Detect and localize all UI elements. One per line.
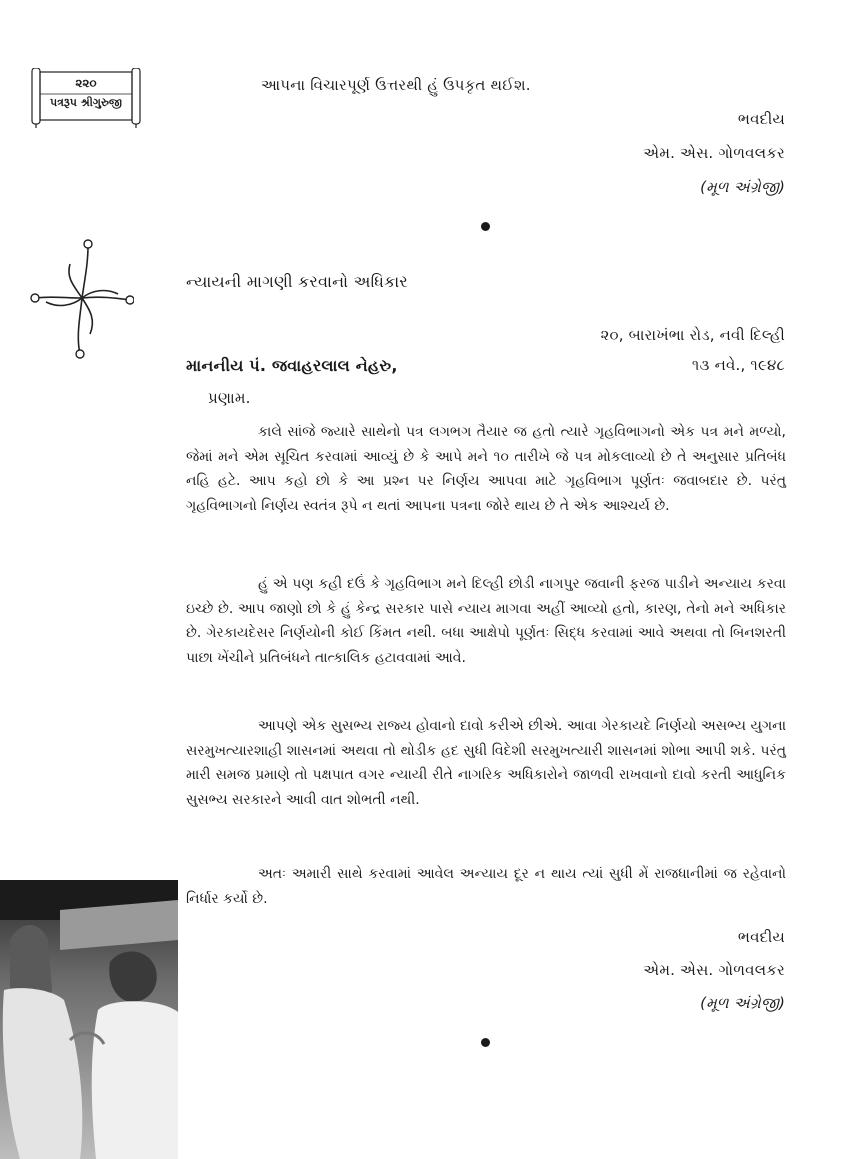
letter-title: ન્યાયની માગણી કરવાનો અધિકાર bbox=[186, 272, 408, 291]
paragraph-2: હું એ પણ કહી દઉં કે ગૃહવિભાગ મને દિલ્હી છોડી નાગપુર જવાની ફરજ પાડીને અન્યાય કરવા ઇચ્છે છે. આપ જાણો છો કે હું કેન્દ્ર સરકાર પાસે ન્યાય માગવા અહીં આવ્યો હતો, કારણ, તેનો મને અધિકાર છે. ગેરકાયદેસર નિર્ણયોની કોઈ કિંમત નથી. બધા આક્ષેપો પૂર્ણતઃ સિદ્ધ કરવામાં આવે અથવા તો બિનશરતી પાછા ખેંચીને પ્રતિબંધને તાત્કાલિક હટાવવામાં આવે. bbox=[186, 576, 786, 666]
separator-bullet-1 bbox=[481, 222, 490, 231]
swastika-ornament-icon bbox=[30, 238, 134, 360]
closing-line: આપના વિચારપૂર્ણ ઉત્તરથી હું ઉપકૃત થઈશ. bbox=[261, 76, 531, 94]
language-note-2: (મૂળ અંગ્રેજી) bbox=[700, 994, 785, 1012]
page-header-scroll bbox=[26, 68, 146, 128]
book-title: પત્રરૂપ શ્રીગુરુજી bbox=[50, 96, 122, 109]
paragraph-4: અતઃ અમારી સાથે કરવામાં આવેલ અન્યાય દૂર ન થાય ત્યાં સુધી મેં રાજધાનીમાં જ રહેવાનો નિર્ધાર કર્યો છે. bbox=[186, 866, 786, 907]
page-number: ૨૨૦ bbox=[75, 76, 97, 90]
paragraph-1: કાલે સાંજે જ્યારે સાથેનો પત્ર લગભગ તૈયાર જ હતો ત્યારે ગૃહવિભાગનો એક પત્ર મને મળ્યો, જેમાં મને એમ સૂચિત કરવામાં આવ્યું છે કે આપે મને ૧૦ તારીખે જે પત્ર મોકલાવ્યો છે તે અનુસાર પ્રતિબંધ નહિ હટે. આપ કહો છો કે આ પ્રશ્ન પર નિર્ણય આપવા માટે ગૃહવિભાગ પૂર્ણતઃ જવાબદાર છે. પરંતુ ગૃહવિભાગનો નિર્ણય સ્વતંત્ર રૂપે ન થતાં આપના પત્રના જોરે થાય છે તે એક આશ્ચર્ય છે. bbox=[186, 424, 786, 514]
signature-1: એમ. એસ. ગોળવલકર bbox=[643, 144, 785, 162]
regards-2: ભવદીય bbox=[737, 928, 785, 946]
letter-date: ૧૩ નવે., ૧૯૪૮ bbox=[691, 356, 785, 374]
historic-photo bbox=[0, 880, 178, 1159]
salutation: પ્રણામ. bbox=[208, 389, 251, 407]
language-note-1: (મૂળ અંગ્રેજી) bbox=[700, 178, 785, 196]
signature-2: એમ. એસ. ગોળવલકર bbox=[643, 961, 785, 979]
separator-bullet-2 bbox=[481, 1038, 490, 1047]
paragraph-3: આપણે એક સુસભ્ય રાજ્ય હોવાનો દાવો કરીએ છીએ. આવા ગેરકાયદે નિર્ણયો અસભ્ય યુગના સરમુખત્યારશાહી શાસનમાં અથવા તો થોડીક હદ સુધી વિદેશી સરમુખત્યારી શાસનમાં શોભા આપી શકે. પરંતુ મારી સમજ પ્રમાણે તો પક્ષપાત વગર ન્યાયી રીતે નાગરિક અધિકારોને જાળવી રાખવાનો દાવો કરતી આધુનિક સુસભ્ય સરકારને આવી વાત શોભતી નથી. bbox=[186, 718, 786, 808]
regards-1: ભવદીય bbox=[737, 110, 785, 128]
sender-address: ૨૦, બારાખંભા રોડ, નવી દિલ્હી bbox=[600, 326, 785, 344]
addressee: માનનીય પં. જવાહરલાલ નેહરુ, bbox=[186, 356, 398, 375]
